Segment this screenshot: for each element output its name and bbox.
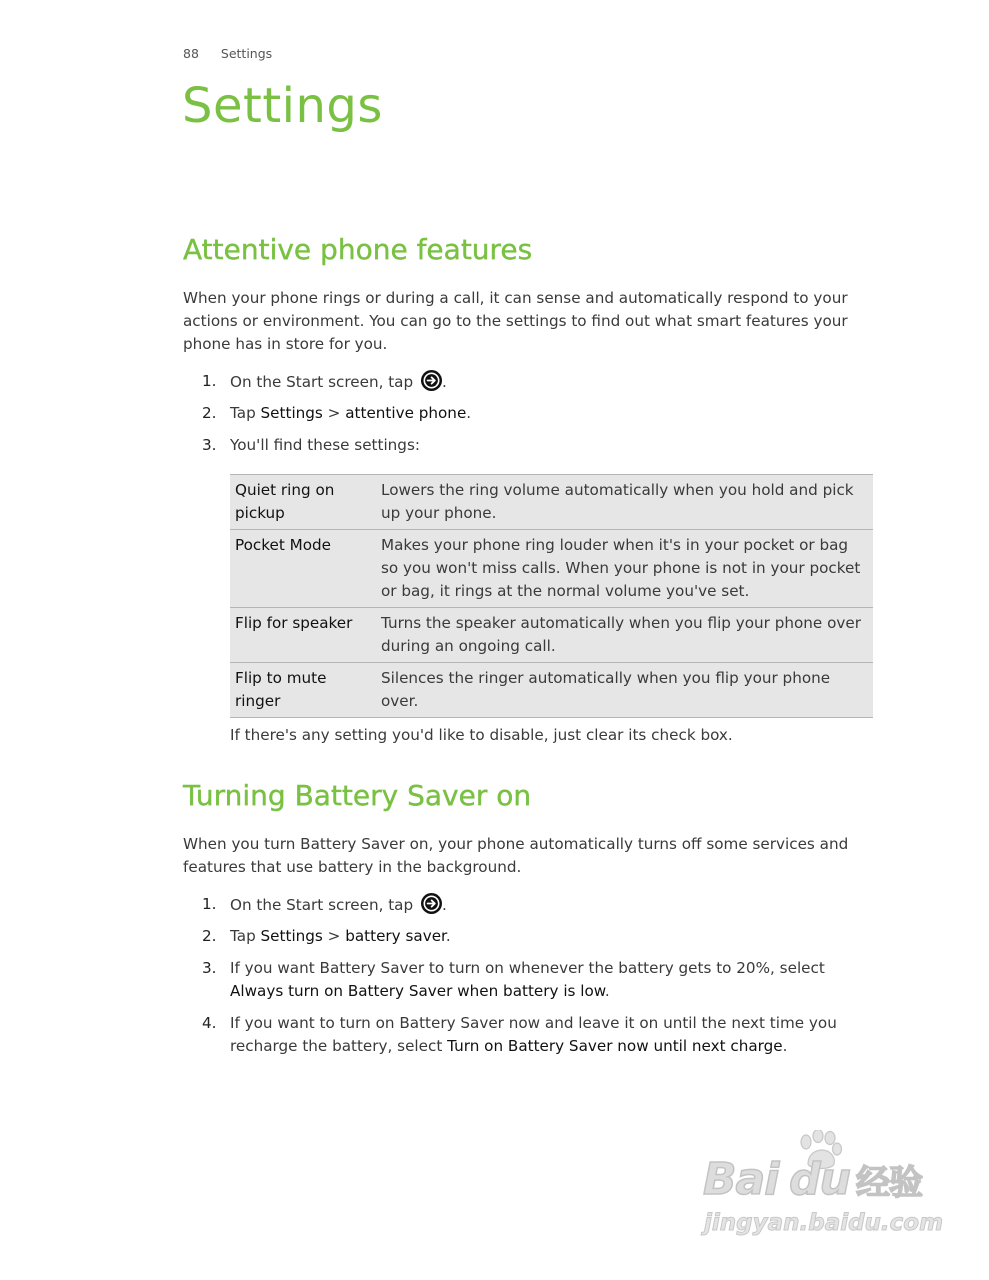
battery-step-4: 4. If you want to turn on Battery Saver now and leave it on until the next time you recharge the battery, select Turn on Battery Saver now until next charge.: [202, 1014, 837, 1055]
attentive-step-3: 3. You'll find these settings:: [202, 436, 420, 454]
section-title-battery: Turning Battery Saver on: [183, 779, 532, 812]
battery-intro: When you turn Battery Saver on, your phone automatically turns off some services and features that use battery in the background.: [183, 835, 849, 876]
attentive-intro: When your phone rings or during a call, it can sense and automatically respond to your actions or environment. You can go to the settings to find out what smart features your phone has in store for you.: [183, 289, 848, 353]
attentive-settings-table: [230, 474, 873, 718]
table-row: [230, 608, 873, 663]
arrow-right-circle-icon: [421, 893, 442, 914]
setting-name: Flip for speaker: [230, 608, 376, 663]
ui-term-always-on-when-low: Always turn on Battery Saver when battery is low: [230, 982, 605, 1000]
page-header: [183, 46, 272, 61]
ui-term-attentive-phone: attentive phone: [345, 404, 467, 422]
setting-description: Turns the speaker automatically when you flip your phone over during an ongoing call.: [376, 608, 873, 663]
battery-step-2: 2. Tap Settings > battery saver.: [202, 927, 451, 945]
ui-term-settings: Settings: [260, 404, 323, 422]
baidu-jingyan-watermark: Bai du 经验 jingyan.baidu.com: [700, 1130, 940, 1250]
arrow-right-circle-icon: [421, 370, 442, 391]
ui-term-settings: Settings: [260, 927, 323, 945]
page-number: 88: [183, 46, 199, 61]
setting-name: Pocket Mode: [230, 530, 376, 608]
battery-step-1: 1. On the Start screen, tap .: [202, 895, 447, 914]
attentive-step-2: 2. Tap Settings > attentive phone.: [202, 404, 472, 422]
running-section: Settings: [220, 46, 273, 61]
setting-description: Silences the ringer automatically when you flip your phone over.: [376, 663, 873, 718]
table-row: [230, 663, 873, 718]
ui-term-battery-saver: battery saver: [345, 927, 446, 945]
setting-description: Makes your phone ring louder when it's in your pocket or bag so you won't miss calls. When your phone is not in your pocket or bag, it rings at the normal volume you've set.: [376, 530, 873, 608]
section-title-attentive: Attentive phone features: [183, 233, 533, 266]
ui-term-on-until-next-charge: Turn on Battery Saver now until next charge: [447, 1037, 783, 1055]
table-row: [230, 475, 873, 530]
attentive-note: If there's any setting you'd like to disable, just clear its check box.: [230, 726, 733, 744]
table-row: [230, 530, 873, 608]
attentive-step-1: 1. On the Start screen, tap .: [202, 372, 447, 391]
setting-name: Flip to mute ringer: [230, 663, 376, 718]
battery-step-3: 3. If you want Battery Saver to turn on whenever the battery gets to 20%, select Always turn on Battery Saver when battery is low.: [202, 959, 825, 1000]
setting-name: Quiet ring on pickup: [230, 475, 376, 530]
setting-description: Lowers the ring volume automatically when you hold and pick up your phone.: [376, 475, 873, 530]
chapter-title: Settings: [182, 78, 383, 134]
